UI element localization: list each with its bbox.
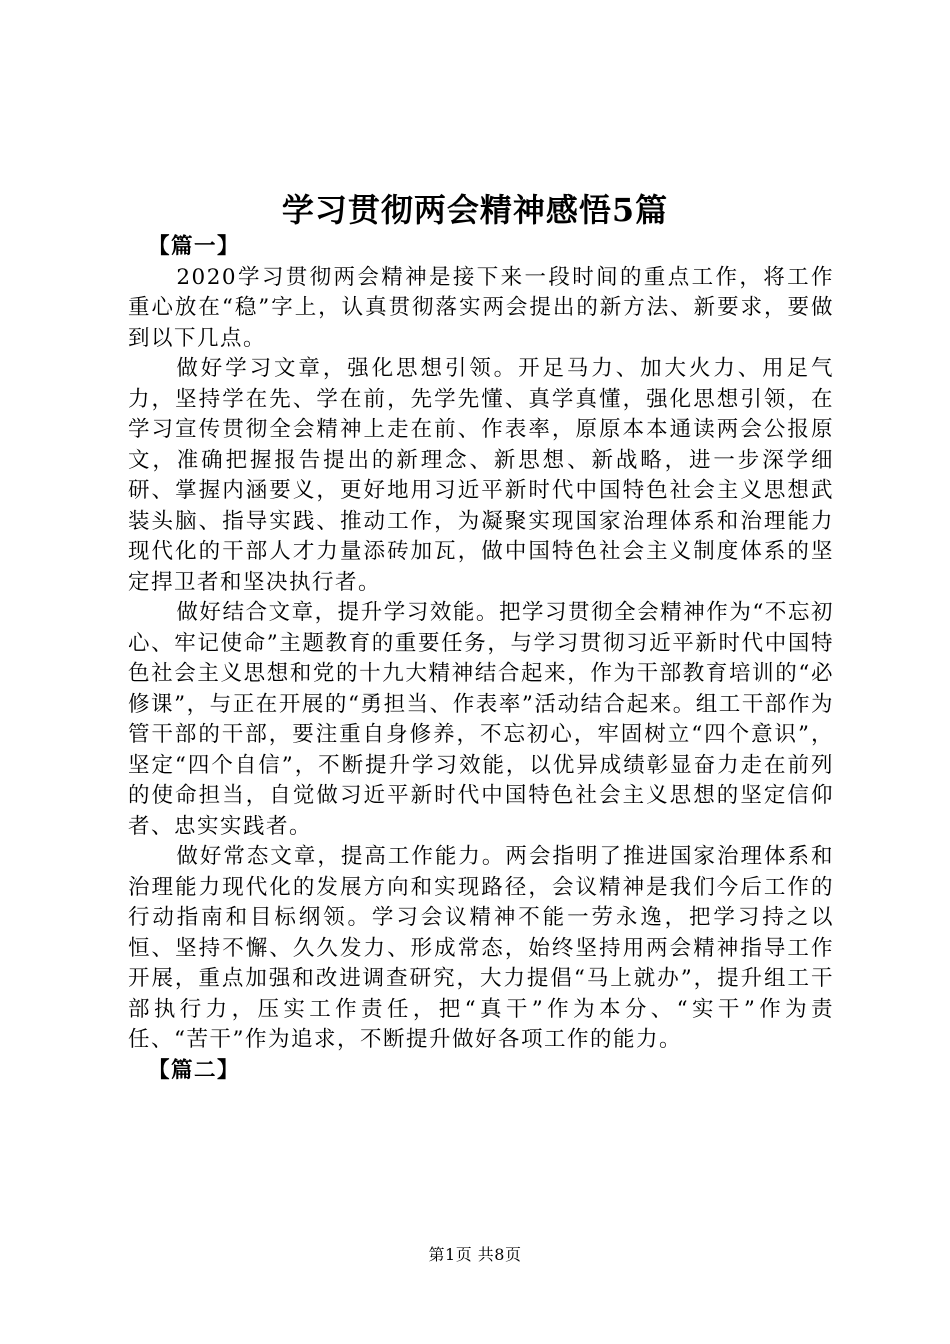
document-body	[128, 232, 834, 1086]
section-heading: 【篇二】	[148, 1057, 241, 1083]
section-1	[128, 232, 834, 1056]
page-number-footer: 第1页 共8页	[428, 1245, 522, 1264]
section-2	[128, 1056, 834, 1087]
section-heading: 【篇一】	[148, 234, 241, 259]
paragraph: 做好常态文章，提高工作能力。两会指明了推进国家治理体系和治理能力现代化的发展方向和实现路径，会议精神是我们今后工作的行动指南和目标纲领。学习会议精神不能一劳永逸，把学习持之以恒、坚持不懈、久久发力、形成常态，始终坚持用两会精神指导工作开展，重点加强和改进调查研究，大力提倡“马上就办”，提升组工干部执行力，压实工作责任，把“真干”作为本分、“实干”作为责任、“苦干”作为追求，不断提升做好各项工作的能力。	[128, 844, 834, 1052]
document-title: 学习贯彻两会精神感悟5篇	[281, 191, 669, 229]
paragraph: 2020学习贯彻两会精神是接下来一段时间的重点工作，将工作重心放在“稳”字上，认真贯彻落实两会提出的新方法、新要求，要做到以下几点。	[128, 264, 834, 351]
paragraph: 做好学习文章，强化思想引领。开足马力、加大火力、用足气力，坚持学在先、学在前，先学先懂、真学真懂，强化思想引领，在学习宣传贯彻全会精神上走在前、作表率，原原本本通读两会公报原文，准确把握报告提出的新理念、新思想、新战略，进一步深学细研、掌握内涵要义，更好地用习近平新时代中国特色社会主义思想武装头脑、指导实践、推动工作，为凝聚实现国家治理体系和治理能力现代化的干部人才力量添砖加瓦，做中国特色社会主义制度体系的坚定捍卫者和坚决执行者。	[128, 356, 834, 595]
paragraph: 做好结合文章，提升学习效能。把学习贯彻全会精神作为“不忘初心、牢记使命”主题教育的重要任务，与学习贯彻习近平新时代中国特色社会主义思想和党的十九大精神结合起来，作为干部教育培训的“必修课”，与正在开展的“勇担当、作表率”活动结合起来。组工干部作为管干部的干部，要注重自身修养，不忘初心，牢固树立“四个意识”，坚定“四个自信”，不断提升学习效能，以优异成绩彰显奋力走在前列的使命担当，自觉做习近平新时代中国特色社会主义思想的坚定信仰者、忠实实践者。	[128, 600, 834, 839]
